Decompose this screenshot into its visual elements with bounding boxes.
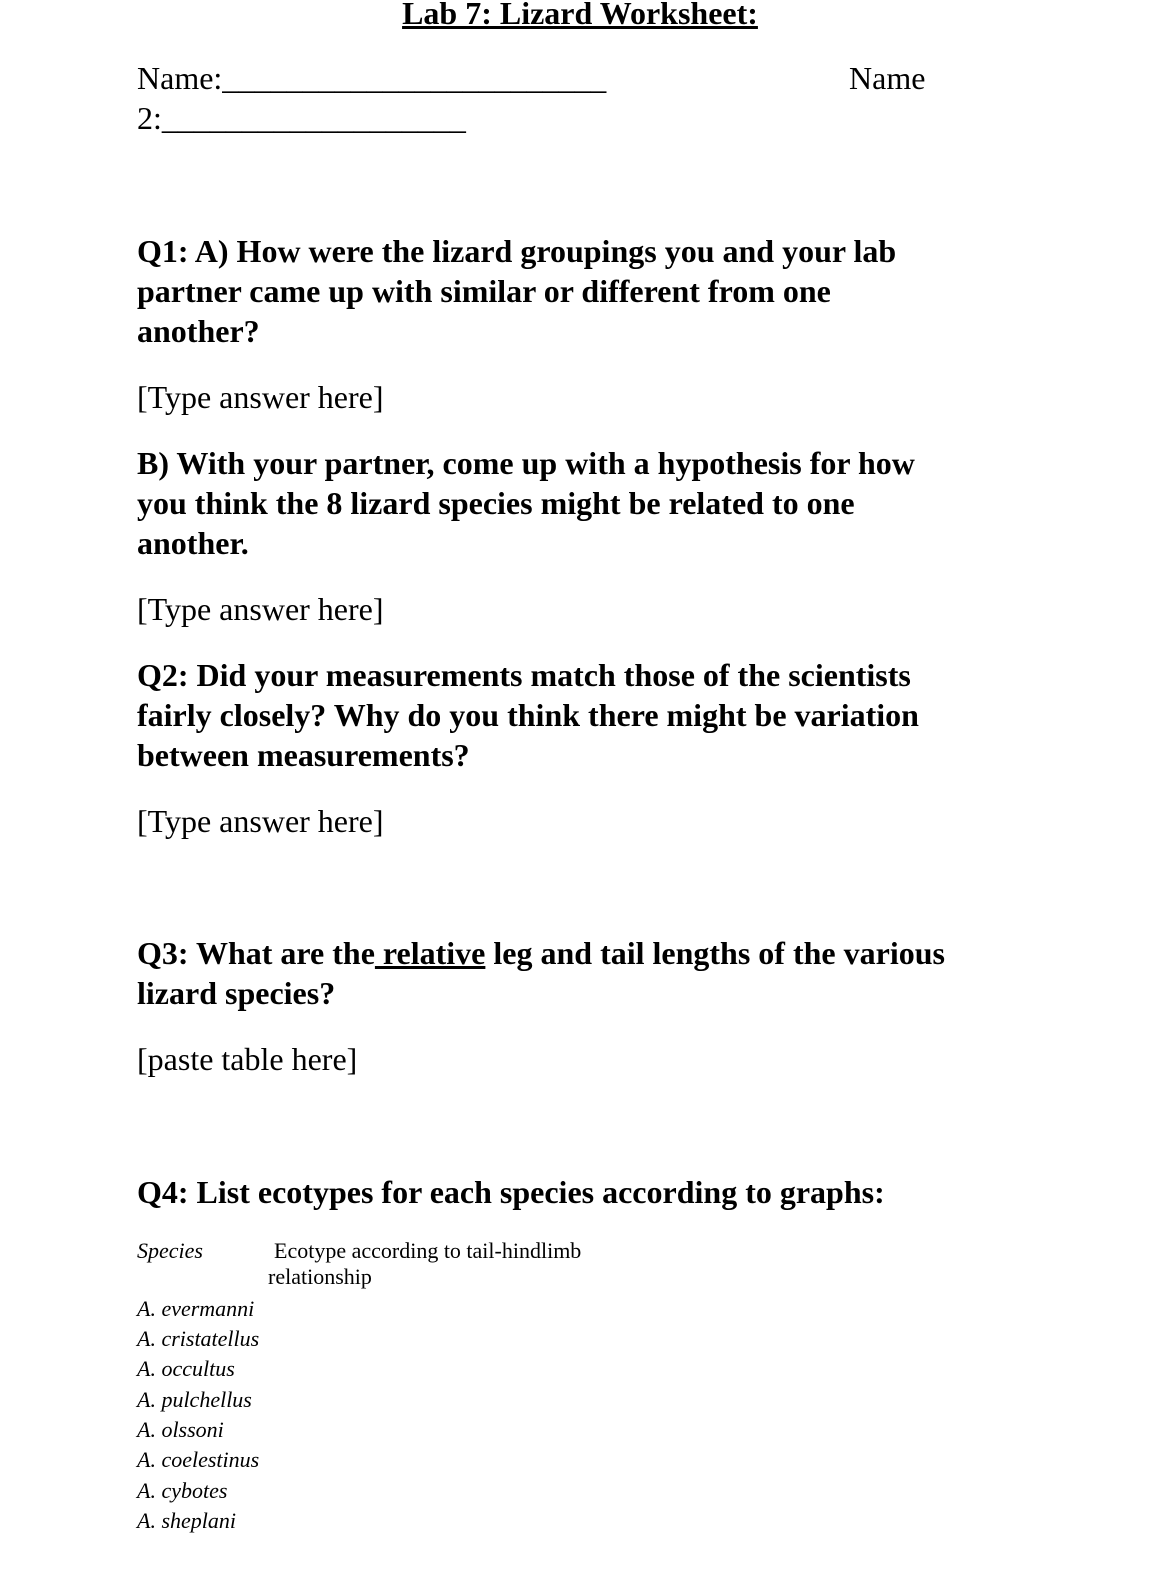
species-row: A. occultus [137,1356,235,1381]
question-3-text: leg and tail lengths of the various [485,935,945,971]
species-row: A. coelestinus [137,1447,260,1472]
name-1-blank: ________________________ [222,60,607,96]
species-row: A. olssoni [137,1417,224,1442]
name-2-label-cont: 2: [137,100,162,136]
question-1b [137,443,1037,563]
question-4 [137,1172,1097,1212]
species-row: A. evermanni [137,1296,255,1321]
question-1b-line: another. [137,525,249,561]
species-row: A. sheplani [137,1508,236,1533]
relative-underlined: relative [374,935,486,971]
question-2 [137,655,1037,775]
species-column-header: Species [137,1238,203,1263]
question-1b-line: you think the 8 lizard species might be related to one [137,485,855,521]
species-row: A. cristatellus [137,1326,260,1351]
question-3-text: Q3: What are the [137,935,375,971]
question-3-line [137,933,1097,973]
species-row: A. pulchellus [137,1387,252,1412]
question-1b-line: B) With your partner, come up with a hypothesis for how [137,445,915,481]
question-1a-line: partner came up with similar or different from one [137,273,831,309]
name-2-label: Name [849,60,926,96]
ecotype-column-header: Ecotype according to tail-hindlimb relationship [268,1238,582,1289]
name-1-label: Name: [137,60,223,96]
question-3-line: lizard species? [137,975,336,1011]
question-3 [137,933,1097,1013]
question-2-line: fairly closely? Why do you think there might be variation [137,697,919,733]
answer-1a[interactable]: [Type answer here] [137,379,384,415]
answer-3-table-paste[interactable]: [paste table here] [137,1041,358,1077]
species-row: A. cybotes [137,1478,228,1503]
question-4-line: Q4: List ecotypes for each species according to graphs: [137,1174,885,1210]
name-2-field[interactable] [137,98,466,138]
worksheet-title: Lab 7: Lizard Worksheet: [402,0,758,31]
question-1a-line: another? [137,313,260,349]
answer-2[interactable]: [Type answer here] [137,803,384,839]
name-2-blank: ___________________ [161,100,466,136]
question-1a-line: Q1: A) How were the lizard groupings you and your lab [137,233,897,269]
answer-1b[interactable]: [Type answer here] [137,591,384,627]
question-2-line: between measurements? [137,737,470,773]
question-2-line: Q2: Did your measurements match those of the scientists [137,657,911,693]
name-1-field[interactable] [137,58,606,98]
question-1a [137,231,1037,351]
